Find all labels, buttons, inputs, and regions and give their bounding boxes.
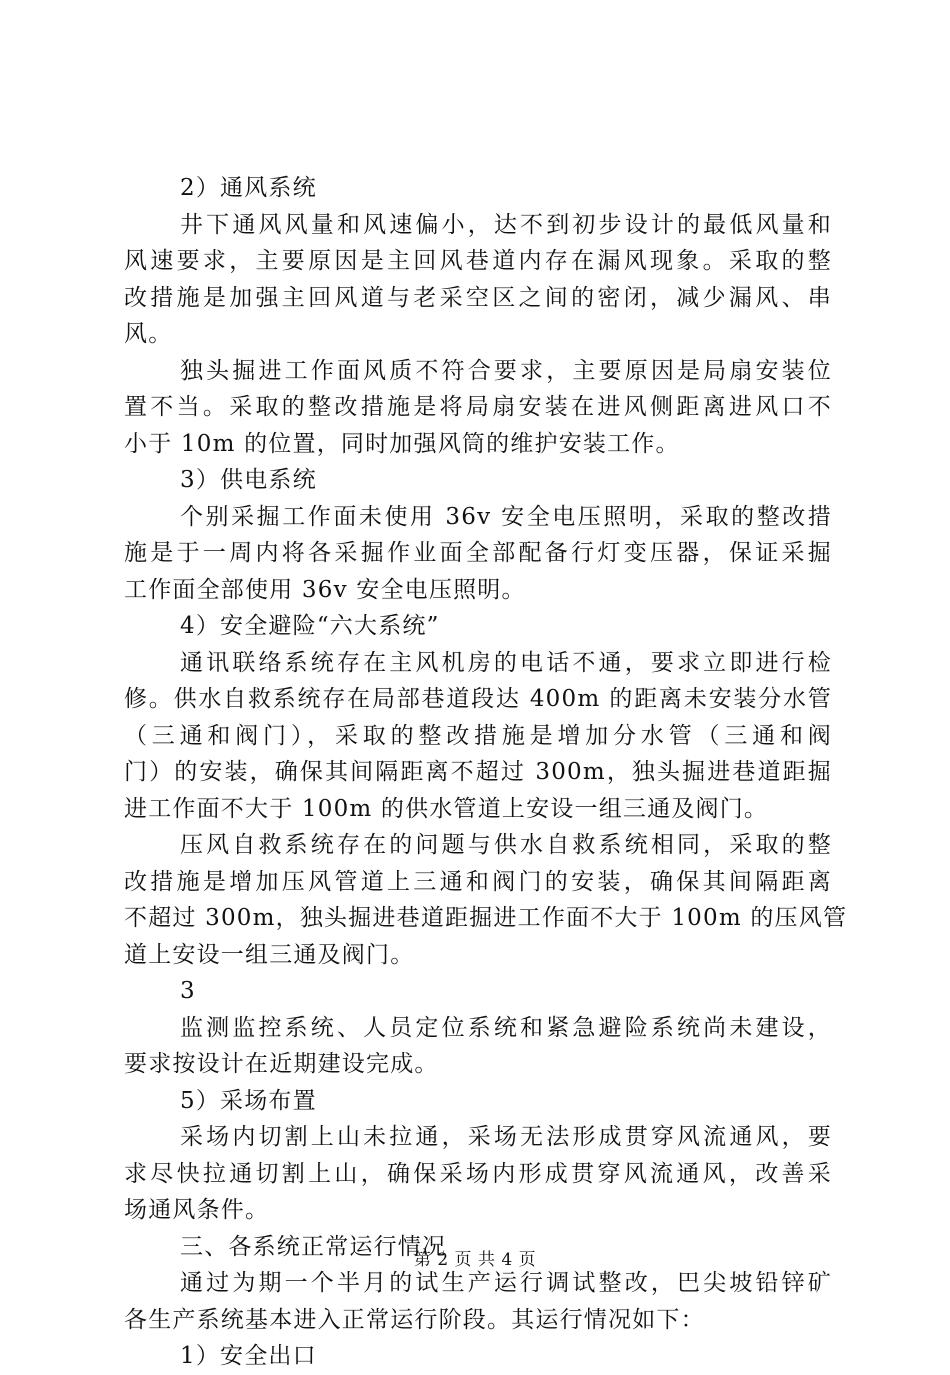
text-line: 改措施是增加压风管道上三通和阀门的安装，确保其间隔距离 <box>124 868 832 895</box>
text-line: 改措施是加强主回风道与老采空区之间的密闭，减少漏风、串 <box>124 284 832 311</box>
text-line: 不超过 300m，独头掘进巷道距掘进工作面不大于 100m 的压风管 <box>124 905 848 931</box>
text-line: 要求按设计在近期建设完成。 <box>124 1051 439 1077</box>
text-line: 个别采掘工作面未使用 36v 安全电压照明，采取的整改措 <box>180 503 832 530</box>
text-line: 3 <box>180 978 196 1004</box>
text-line: 各生产系统基本进入正常运行阶段。其运行情况如下： <box>124 1306 705 1333</box>
page-footer: 第 2 页 共 4 页 <box>413 1250 537 1270</box>
text-line: 通过为期一个半月的试生产运行调试整改，巴尖坡铅锌矿 <box>180 1270 832 1296</box>
text-line: （三通和阀门），采取的整改措施是增加分水管（三通和阀 <box>124 722 832 749</box>
text-line: 3）供电系统 <box>180 467 317 493</box>
text-line: 道上安设一组三通及阀门。 <box>124 941 415 968</box>
text-line: 2）通风系统 <box>180 175 317 201</box>
text-line: 进工作面不大于 100m 的供水管道上安设一组三通及阀门。 <box>124 795 769 822</box>
text-line: 通讯联络系统存在主风机房的电话不通，要求立即进行检 <box>180 649 832 676</box>
text-line: 1）安全出口 <box>180 1343 317 1369</box>
text-line: 施是于一周内将各采掘作业面全部配备行灯变压器，保证采掘 <box>124 540 832 566</box>
text-line: 4）安全避险“六大系统” <box>180 613 440 639</box>
text-line: 采场内切割上山未拉通，采场无法形成贯穿风流通风，要 <box>180 1124 832 1150</box>
text-line: 求尽快拉通切割上山，确保采场内形成贯穿风流通风，改善采 <box>124 1160 832 1187</box>
text-line: 风速要求，主要原因是主回风巷道内存在漏风现象。采取的整 <box>124 248 832 274</box>
document-body <box>124 170 848 1375</box>
text-line: 工作面全部使用 36v 安全电压照明。 <box>124 576 526 603</box>
text-line: 风。 <box>124 321 173 347</box>
text-line: 监测监控系统、人员定位系统和紧急避险系统尚未建设， <box>180 1014 832 1041</box>
text-line: 压风自救系统存在的问题与供水自救系统相同，采取的整 <box>180 832 832 858</box>
text-line: 5）采场布置 <box>180 1087 317 1114</box>
text-line: 置不当。采取的整改措施是将局扇安装在进风侧距离进风口不 <box>124 394 832 420</box>
text-line: 修。供水自救系统存在局部巷道段达 400m 的距离未安装分水管 <box>124 686 832 712</box>
text-line: 门）的安装，确保其间隔距离不超过 300m，独头掘进巷道距掘 <box>124 759 832 785</box>
text-line: 场通风条件。 <box>124 1197 270 1223</box>
text-line: 独头掘进工作面风质不符合要求，主要原因是局扇安装位 <box>180 357 832 384</box>
text-line: 三、各系统正常运行情况 <box>180 1233 447 1260</box>
text-line: 井下通风风量和风速偏小，达不到初步设计的最低风量和 <box>180 211 832 238</box>
text-line: 小于 10m 的位置，同时加强风筒的维护安装工作。 <box>124 430 680 457</box>
